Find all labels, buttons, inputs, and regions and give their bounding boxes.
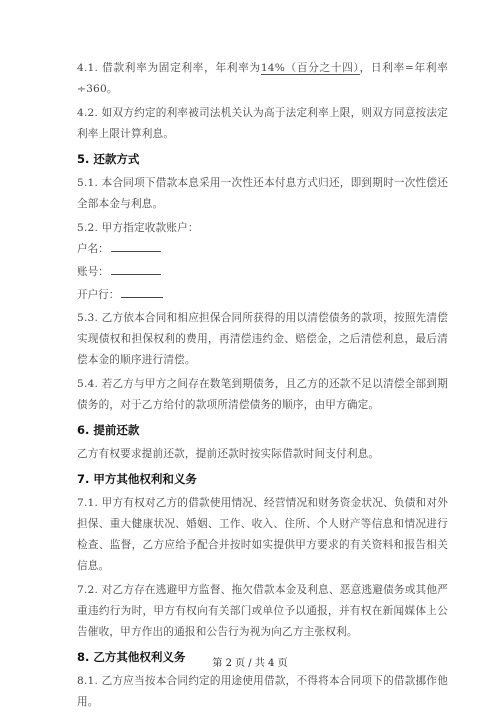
section-heading-early-repayment: 6. 提前还款: [77, 423, 140, 437]
account-name-blank: [111, 239, 161, 252]
field-bank: 开户行：: [77, 285, 448, 306]
clause-8-1: 8.1. 乙方应当按本合同约定的用途使用借款，不得将本合同项下的借款挪作他用。: [77, 675, 448, 708]
clause-5-4: 5.4. 若乙方与甲方之间存在数笔到期债务，且乙方的还款不足以清偿全部到期债务的，对于乙方给付的款项所清偿债务的顺序，由甲方确定。: [77, 378, 448, 411]
field-account-name: 户名：: [77, 239, 448, 260]
section-heading-party-b-rights: 8. 乙方其他权利义务: [77, 650, 186, 664]
clause-4-1: 4.1. 借款利率为固定利率，年利率为14%（百分之十四），日利率=年利率÷360。: [77, 62, 449, 95]
clause-7-1: 7.1. 甲方有权对乙方的借款使用情况、经营情况和财务资金状况、负债和对外担保、重大健康状况、婚姻、工作、收入、住所、个人财产等信息和情况进行检查、监督，乙方应给予配合并按时如实提供甲方要求的有关资料和报告相关信息。: [77, 497, 448, 572]
clause-4-2: 4.2. 如双方约定的利率被司法机关认为高于法定利率上限，则双方同意按法定利率上限计算利息。: [77, 107, 448, 140]
clause-7-2: 7.2. 对乙方存在逃避甲方监督、拖欠借款本金及利息、恶意逃避债务或其他严重违约行为时，甲方有权向有关部门或单位予以通报，并有权在新闻媒体上公告催收，甲方作出的通报和公告行为视为向乙方主张权利。: [77, 584, 448, 638]
clause-5-1: 5.1. 本合同项下借款本息采用一次性还本付息方式归还，即到期时一次性偿还全部本金与利息。: [77, 177, 448, 210]
clause-6: 乙方有权要求提前还款，提前还款时按实际借款时间支付利息。: [77, 448, 380, 460]
clause-5-2: 5.2. 甲方指定收款账户：: [77, 222, 199, 234]
page-number: 第 2 页 / 共 4 页: [212, 658, 288, 669]
section-heading-party-a-rights: 7. 甲方其他权利和义务: [77, 472, 197, 486]
field-account-number: 账号：: [77, 262, 448, 283]
interest-rate-value: 14%（百分之十四）: [260, 62, 360, 74]
account-number-blank: [111, 262, 161, 275]
clause-5-3: 5.3. 乙方依本合同和相应担保合同所获得的用以清偿债务的款项，按照先清偿实现债权和担保权利的费用，再清偿违约金、赔偿金，之后清偿利息，最后清偿本金的顺序进行清偿。: [77, 312, 448, 366]
section-heading-repayment: 5. 还款方式: [77, 152, 140, 166]
bank-blank: [121, 285, 163, 298]
